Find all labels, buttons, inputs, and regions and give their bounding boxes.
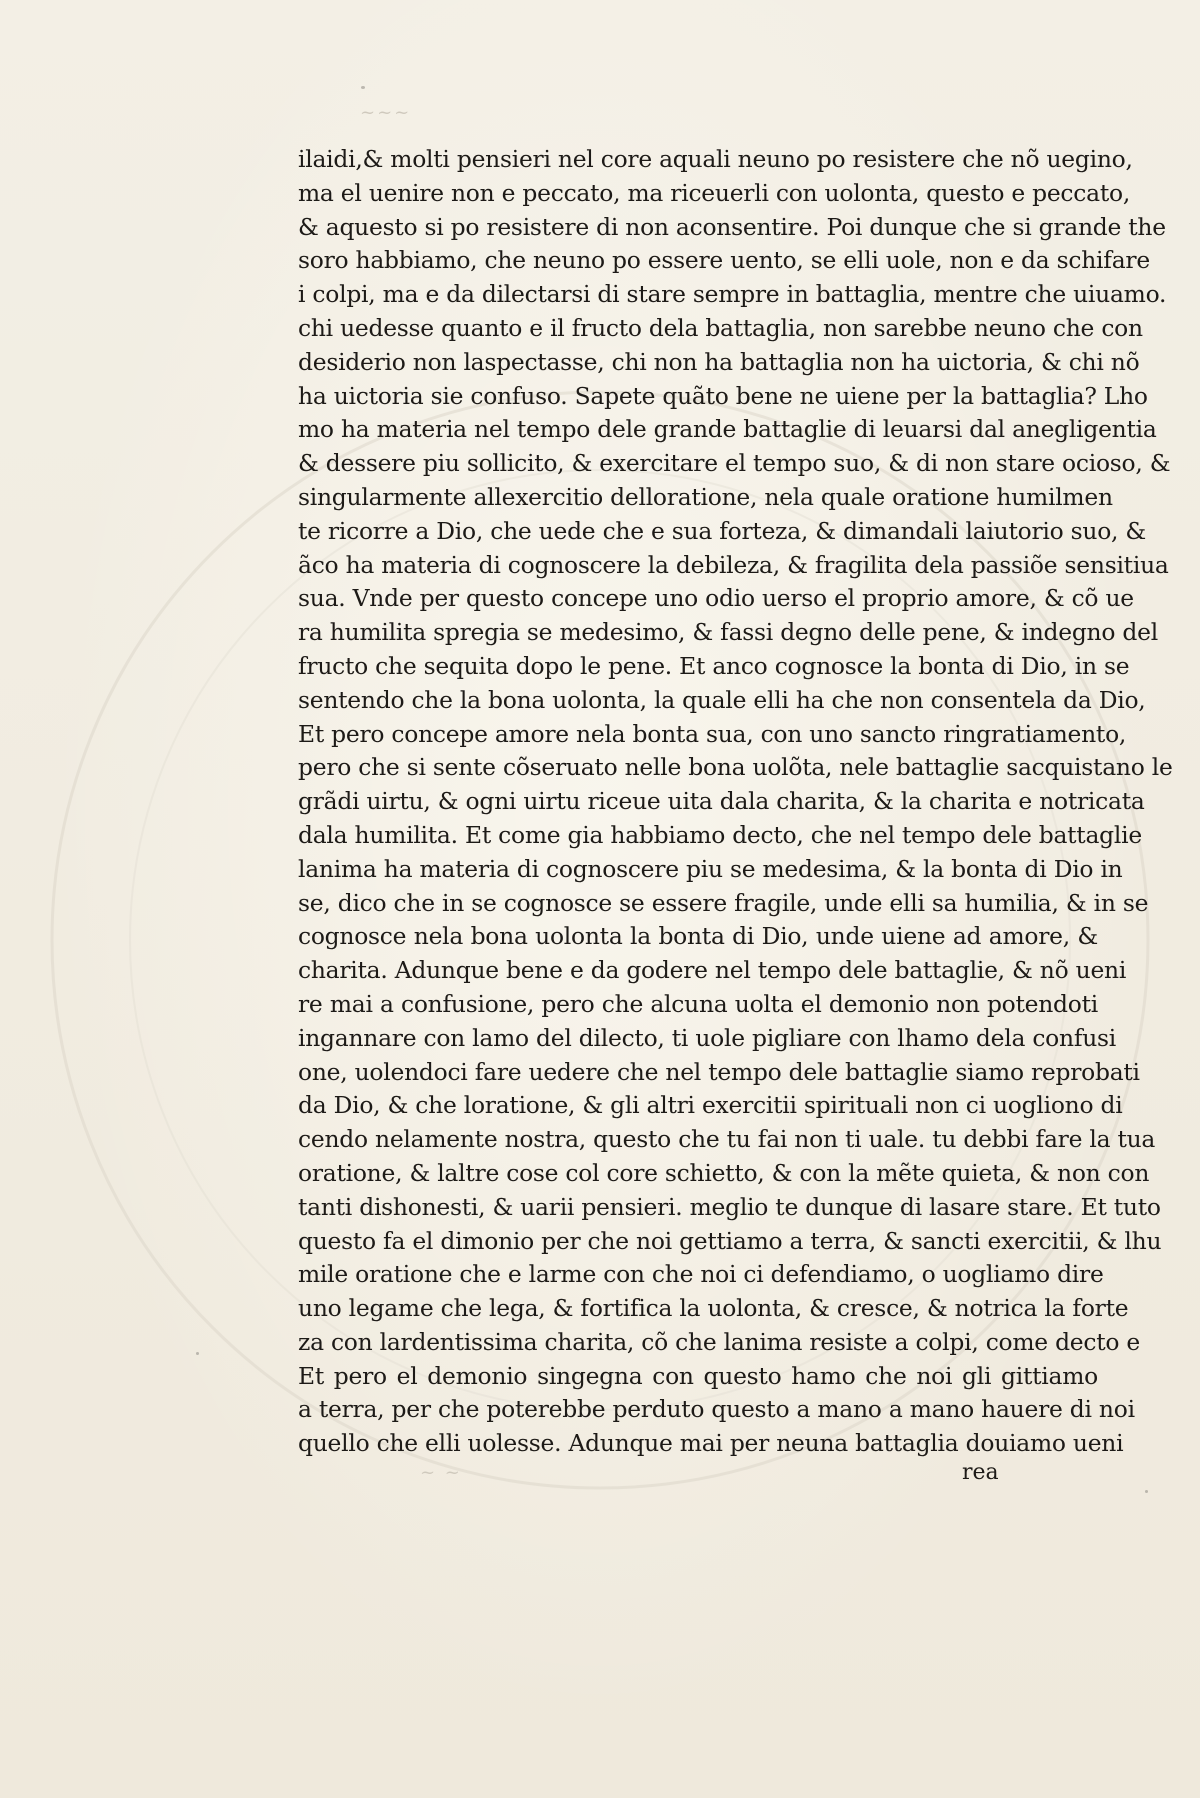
body-text <box>298 143 1173 1461</box>
text-line: Et pero el demonio singegna con questo hamo che noi gli gittiamo <box>298 1361 1098 1390</box>
text-line: & aquesto si po resistere di non aconsentire. Poi dunque che si grande the <box>298 212 1166 241</box>
text-line: tanti dishonesti, & uarii pensieri. meglio te dunque di lasare stare. Et tuto <box>298 1192 1161 1221</box>
paper-speck <box>361 86 365 89</box>
paper-speck <box>196 1352 199 1355</box>
text-line: singularmente allexercitio delloratione, nela quale oratione humilmen <box>298 482 1113 511</box>
text-line: ãco ha materia di cognoscere la debileza, & fragilita dela passiõe sensitiua <box>298 550 1169 579</box>
text-line: ra humilita spregia se medesimo, & fassi degno delle pene, & indegno del <box>298 618 1158 647</box>
text-line: one, uolendoci fare uedere che nel tempo dele battaglie siamo reprobati <box>298 1057 1140 1086</box>
text-line: lanima ha materia di cognoscere piu se medesima, & la bonta di Dio in <box>298 854 1123 883</box>
bleed-through-mark-top: ~~~ <box>360 102 412 123</box>
bleed-through-mark-bottom: ~ ~ <box>420 1462 462 1483</box>
text-line: i colpi, ma e da dilectarsi di stare sempre in battaglia, mentre che uiuamo. <box>298 280 1167 309</box>
text-line: oratione, & laltre cose col core schietto, & con la mẽte quieta, & non con <box>298 1158 1150 1187</box>
text-line: dala humilita. Et come gia habbiamo decto, che nel tempo dele battaglie <box>298 820 1142 849</box>
text-line: soro habbiamo, che neuno po essere uento, se elli uole, non e da schifare <box>298 246 1150 275</box>
text-line: sua. Vnde per questo concepe uno odio uerso el proprio amore, & cõ ue <box>298 584 1134 613</box>
text-line: a terra, per che poterebbe perduto questo a mano a mano hauere di noi <box>298 1395 1135 1424</box>
text-line: uno legame che lega, & fortifica la uolonta, & cresce, & notrica la forte <box>298 1294 1129 1323</box>
text-line: pero che si sente cõseruato nelle bona uolõta, nele battaglie sacquistano le <box>298 753 1173 782</box>
text-line: te ricorre a Dio, che uede che e sua forteza, & dimandali laiutorio suo, & <box>298 516 1146 545</box>
text-line: charita. Adunque bene e da godere nel tempo dele battaglie, & nõ ueni <box>298 956 1127 985</box>
text-line: Et pero concepe amore nela bonta sua, con uno sancto ringratiamento, <box>298 719 1127 748</box>
text-line: ingannare con lamo del dilecto, ti uole pigliare con lhamo dela confusi <box>298 1023 1117 1052</box>
text-line: ha uictoria sie confuso. Sapete quãto bene ne uiene per la battaglia? Lho <box>298 381 1148 410</box>
text-line: za con lardentissima charita, cõ che lanima resiste a colpi, come decto e <box>298 1327 1141 1356</box>
paper-speck <box>1145 1490 1148 1493</box>
text-line: cendo nelamente nostra, questo che tu fai non ti uale. tu debbi fare la tua <box>298 1125 1156 1154</box>
text-line: quello che elli uolesse. Adunque mai per neuna battaglia douiamo ueni <box>298 1429 1124 1458</box>
text-line: fructo che sequita dopo le pene. Et anco cognosce la bonta di Dio, in se <box>298 651 1130 680</box>
text-line: da Dio, & che loratione, & gli altri exercitii spirituali non ci uogliono di <box>298 1091 1123 1120</box>
text-line: questo fa el dimonio per che noi gettiamo a terra, & sancti exercitii, & lhu <box>298 1226 1162 1255</box>
catchword: rea <box>962 1460 999 1485</box>
text-line: desiderio non laspectasse, chi non ha battaglia non ha uictoria, & chi nõ <box>298 347 1140 376</box>
text-line: cognosce nela bona uolonta la bonta di Dio, unde uiene ad amore, & <box>298 922 1098 951</box>
text-line: & dessere piu sollicito, & exercitare el tempo suo, & di non stare ocioso, & <box>298 449 1171 478</box>
text-line: ma el uenire non e peccato, ma riceuerli con uolonta, questo e peccato, <box>298 178 1130 207</box>
text-line: chi uedesse quanto e il fructo dela battaglia, non sarebbe neuno che con <box>298 313 1143 342</box>
text-line: re mai a confusione, pero che alcuna uolta el demonio non potendoti <box>298 989 1098 1018</box>
text-line: se, dico che in se cognosce se essere fragile, unde elli sa humilia, & in se <box>298 888 1149 917</box>
text-line: grãdi uirtu, & ogni uirtu riceue uita dala charita, & la charita e notricata <box>298 787 1145 816</box>
text-line: mo ha materia nel tempo dele grande battaglie di leuarsi dal anegligentia <box>298 415 1157 444</box>
text-line: mile oratione che e larme con che noi ci defendiamo, o uogliamo dire <box>298 1260 1104 1289</box>
text-line: sentendo che la bona uolonta, la quale elli ha che non consentela da Dio, <box>298 685 1146 714</box>
text-line: ilaidi,& molti pensieri nel core aquali neuno po resistere che nõ uegino, <box>298 145 1133 173</box>
